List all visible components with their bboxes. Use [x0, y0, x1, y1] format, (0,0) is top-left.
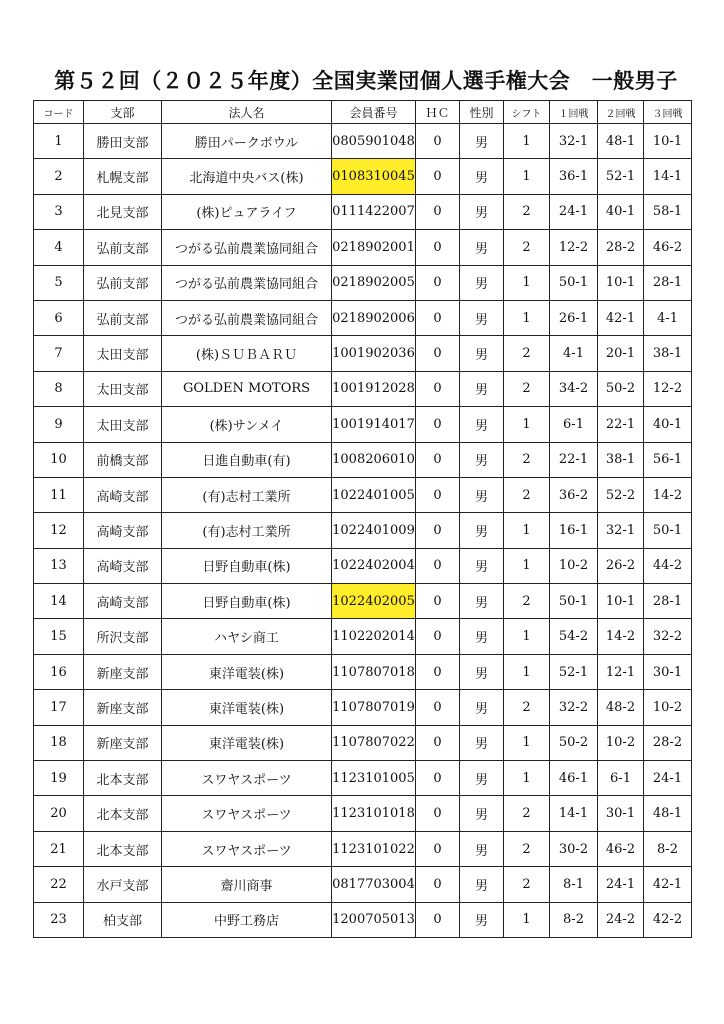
cell-round1: 24-1 — [550, 194, 598, 229]
cell-corp: スワヤスポーツ — [162, 761, 332, 796]
cell-sex: 男 — [460, 725, 504, 760]
cell-shift: 2 — [504, 477, 550, 512]
cell-corp: 齋川商事 — [162, 867, 332, 902]
cell-round2: 10-1 — [598, 584, 644, 619]
cell-member: 0817703004 — [332, 867, 416, 902]
header-round3: ３回戦 — [644, 101, 692, 124]
cell-hc: 0 — [416, 619, 460, 654]
cell-hc: 0 — [416, 725, 460, 760]
cell-code: 9 — [34, 407, 84, 442]
cell-shift: 1 — [504, 265, 550, 300]
cell-branch: 弘前支部 — [84, 300, 162, 335]
cell-shift: 1 — [504, 124, 550, 159]
cell-round3: 10-1 — [644, 124, 692, 159]
cell-code: 19 — [34, 761, 84, 796]
table-row — [34, 796, 692, 831]
header-shift: シフト — [504, 101, 550, 124]
entry-table — [33, 100, 692, 938]
cell-round2: 52-1 — [598, 159, 644, 194]
cell-round1: 50-1 — [550, 265, 598, 300]
cell-shift: 2 — [504, 796, 550, 831]
cell-code: 2 — [34, 159, 84, 194]
cell-round3: 30-1 — [644, 654, 692, 689]
table-row — [34, 265, 692, 300]
cell-round2: 38-1 — [598, 442, 644, 477]
cell-branch: 太田支部 — [84, 371, 162, 406]
cell-shift: 2 — [504, 584, 550, 619]
cell-round3: 48-1 — [644, 796, 692, 831]
cell-round1: 34-2 — [550, 371, 598, 406]
cell-sex: 男 — [460, 619, 504, 654]
cell-branch: 北本支部 — [84, 796, 162, 831]
cell-round1: 36-2 — [550, 477, 598, 512]
cell-round2: 30-1 — [598, 796, 644, 831]
cell-round2: 46-2 — [598, 831, 644, 866]
cell-shift: 1 — [504, 407, 550, 442]
cell-sex: 男 — [460, 371, 504, 406]
cell-round2: 20-1 — [598, 336, 644, 371]
cell-member: 0218902006 — [332, 300, 416, 335]
cell-corp: (株)ピュアライフ — [162, 194, 332, 229]
cell-corp: つがる弘前農業協同組合 — [162, 300, 332, 335]
cell-member: 1123101022 — [332, 831, 416, 866]
cell-sex: 男 — [460, 230, 504, 265]
header-code: コード — [34, 101, 84, 124]
table-row — [34, 194, 692, 229]
cell-shift: 1 — [504, 619, 550, 654]
cell-round3: 8-2 — [644, 831, 692, 866]
cell-round1: 50-2 — [550, 725, 598, 760]
cell-sex: 男 — [460, 654, 504, 689]
table-row — [34, 902, 692, 937]
cell-sex: 男 — [460, 477, 504, 512]
cell-shift: 2 — [504, 867, 550, 902]
cell-round1: 36-1 — [550, 159, 598, 194]
cell-round1: 14-1 — [550, 796, 598, 831]
cell-round1: 16-1 — [550, 513, 598, 548]
cell-branch: 新座支部 — [84, 725, 162, 760]
cell-round3: 38-1 — [644, 336, 692, 371]
cell-round2: 24-2 — [598, 902, 644, 937]
table-row — [34, 230, 692, 265]
cell-round1: 8-1 — [550, 867, 598, 902]
cell-branch: 太田支部 — [84, 407, 162, 442]
table-row — [34, 159, 692, 194]
cell-hc: 0 — [416, 584, 460, 619]
cell-round2: 24-1 — [598, 867, 644, 902]
cell-shift: 2 — [504, 690, 550, 725]
cell-corp: (有)志村工業所 — [162, 477, 332, 512]
cell-hc: 0 — [416, 477, 460, 512]
cell-round1: 12-2 — [550, 230, 598, 265]
cell-round1: 6-1 — [550, 407, 598, 442]
cell-corp: 勝田パークボウル — [162, 124, 332, 159]
cell-code: 20 — [34, 796, 84, 831]
cell-sex: 男 — [460, 690, 504, 725]
cell-round1: 50-1 — [550, 584, 598, 619]
cell-hc: 0 — [416, 513, 460, 548]
cell-hc: 0 — [416, 159, 460, 194]
cell-corp: スワヤスポーツ — [162, 831, 332, 866]
header-row — [34, 101, 692, 124]
cell-round3: 24-1 — [644, 761, 692, 796]
cell-round3: 4-1 — [644, 300, 692, 335]
cell-hc: 0 — [416, 867, 460, 902]
cell-member: 1022402005 — [332, 584, 416, 619]
cell-round2: 32-1 — [598, 513, 644, 548]
cell-sex: 男 — [460, 902, 504, 937]
header-member: 会員番号 — [332, 101, 416, 124]
table-row — [34, 654, 692, 689]
cell-hc: 0 — [416, 442, 460, 477]
cell-round2: 22-1 — [598, 407, 644, 442]
cell-hc: 0 — [416, 230, 460, 265]
cell-round2: 10-2 — [598, 725, 644, 760]
cell-shift: 1 — [504, 548, 550, 583]
table-row — [34, 867, 692, 902]
cell-sex: 男 — [460, 867, 504, 902]
cell-corp: (有)志村工業所 — [162, 513, 332, 548]
cell-round3: 10-2 — [644, 690, 692, 725]
cell-branch: 前橋支部 — [84, 442, 162, 477]
cell-branch: 高崎支部 — [84, 584, 162, 619]
cell-branch: 北本支部 — [84, 761, 162, 796]
cell-round3: 50-1 — [644, 513, 692, 548]
cell-member: 0111422007 — [332, 194, 416, 229]
cell-round1: 52-1 — [550, 654, 598, 689]
cell-corp: (株)サンメイ — [162, 407, 332, 442]
cell-member: 0218902005 — [332, 265, 416, 300]
cell-round3: 42-2 — [644, 902, 692, 937]
cell-member: 1107807019 — [332, 690, 416, 725]
cell-corp: 中野工務店 — [162, 902, 332, 937]
cell-round2: 52-2 — [598, 477, 644, 512]
cell-corp: GOLDEN MOTORS — [162, 371, 332, 406]
cell-corp: つがる弘前農業協同組合 — [162, 265, 332, 300]
cell-hc: 0 — [416, 548, 460, 583]
cell-round1: 22-1 — [550, 442, 598, 477]
cell-shift: 1 — [504, 761, 550, 796]
cell-round2: 14-2 — [598, 619, 644, 654]
table-row — [34, 548, 692, 583]
header-hc: ＨＣ — [416, 101, 460, 124]
cell-round3: 14-1 — [644, 159, 692, 194]
cell-shift: 2 — [504, 230, 550, 265]
cell-round1: 32-1 — [550, 124, 598, 159]
cell-branch: 弘前支部 — [84, 230, 162, 265]
header-round1: １回戦 — [550, 101, 598, 124]
cell-code: 15 — [34, 619, 84, 654]
cell-hc: 0 — [416, 371, 460, 406]
cell-round3: 44-2 — [644, 548, 692, 583]
cell-member: 0108310045 — [332, 159, 416, 194]
cell-hc: 0 — [416, 407, 460, 442]
cell-hc: 0 — [416, 300, 460, 335]
cell-corp: 日野自動車(株) — [162, 584, 332, 619]
cell-corp: ハヤシ商工 — [162, 619, 332, 654]
cell-member: 1200705013 — [332, 902, 416, 937]
cell-sex: 男 — [460, 761, 504, 796]
cell-hc: 0 — [416, 124, 460, 159]
cell-round1: 54-2 — [550, 619, 598, 654]
cell-branch: 太田支部 — [84, 336, 162, 371]
table-row — [34, 584, 692, 619]
cell-sex: 男 — [460, 796, 504, 831]
cell-hc: 0 — [416, 690, 460, 725]
cell-code: 18 — [34, 725, 84, 760]
cell-round1: 26-1 — [550, 300, 598, 335]
cell-member: 1001902036 — [332, 336, 416, 371]
cell-member: 1022402004 — [332, 548, 416, 583]
cell-sex: 男 — [460, 194, 504, 229]
cell-branch: 北見支部 — [84, 194, 162, 229]
cell-branch: 札幌支部 — [84, 159, 162, 194]
cell-round3: 28-1 — [644, 584, 692, 619]
cell-sex: 男 — [460, 584, 504, 619]
cell-branch: 弘前支部 — [84, 265, 162, 300]
cell-branch: 新座支部 — [84, 690, 162, 725]
cell-sex: 男 — [460, 407, 504, 442]
cell-corp: 北海道中央バス(株) — [162, 159, 332, 194]
cell-member: 0805901048 — [332, 124, 416, 159]
cell-round1: 30-2 — [550, 831, 598, 866]
table-row — [34, 619, 692, 654]
cell-shift: 2 — [504, 831, 550, 866]
cell-round3: 56-1 — [644, 442, 692, 477]
cell-corp: 日進自動車(有) — [162, 442, 332, 477]
cell-round2: 10-1 — [598, 265, 644, 300]
header-corp: 法人名 — [162, 101, 332, 124]
cell-sex: 男 — [460, 442, 504, 477]
cell-sex: 男 — [460, 513, 504, 548]
cell-member: 0218902001 — [332, 230, 416, 265]
cell-shift: 1 — [504, 725, 550, 760]
cell-round3: 32-2 — [644, 619, 692, 654]
cell-round3: 28-1 — [644, 265, 692, 300]
cell-code: 4 — [34, 230, 84, 265]
cell-round3: 14-2 — [644, 477, 692, 512]
cell-code: 3 — [34, 194, 84, 229]
table-row — [34, 407, 692, 442]
cell-round3: 42-1 — [644, 867, 692, 902]
cell-round1: 8-2 — [550, 902, 598, 937]
cell-member: 1001914017 — [332, 407, 416, 442]
cell-round2: 26-2 — [598, 548, 644, 583]
cell-code: 1 — [34, 124, 84, 159]
table-row — [34, 513, 692, 548]
cell-round2: 12-1 — [598, 654, 644, 689]
cell-branch: 勝田支部 — [84, 124, 162, 159]
cell-round2: 40-1 — [598, 194, 644, 229]
cell-corp: つがる弘前農業協同組合 — [162, 230, 332, 265]
cell-round3: 28-2 — [644, 725, 692, 760]
cell-code: 7 — [34, 336, 84, 371]
cell-shift: 1 — [504, 513, 550, 548]
cell-member: 1022401009 — [332, 513, 416, 548]
page-title: 第５２回（２０２５年度）全国実業団個人選手権大会 一般男子 — [54, 69, 678, 93]
cell-shift: 2 — [504, 442, 550, 477]
cell-code: 11 — [34, 477, 84, 512]
cell-code: 16 — [34, 654, 84, 689]
cell-corp: 東洋電装(株) — [162, 690, 332, 725]
cell-round2: 28-2 — [598, 230, 644, 265]
table-row — [34, 831, 692, 866]
cell-round1: 46-1 — [550, 761, 598, 796]
cell-sex: 男 — [460, 300, 504, 335]
cell-code: 12 — [34, 513, 84, 548]
cell-member: 1123101005 — [332, 761, 416, 796]
cell-shift: 1 — [504, 654, 550, 689]
cell-sex: 男 — [460, 831, 504, 866]
cell-round2: 48-2 — [598, 690, 644, 725]
cell-hc: 0 — [416, 761, 460, 796]
cell-member: 1107807018 — [332, 654, 416, 689]
cell-code: 21 — [34, 831, 84, 866]
cell-round3: 46-2 — [644, 230, 692, 265]
cell-round2: 42-1 — [598, 300, 644, 335]
cell-round2: 48-1 — [598, 124, 644, 159]
cell-hc: 0 — [416, 796, 460, 831]
cell-code: 8 — [34, 371, 84, 406]
cell-corp: 東洋電装(株) — [162, 654, 332, 689]
cell-member: 1123101018 — [332, 796, 416, 831]
cell-sex: 男 — [460, 124, 504, 159]
table-row — [34, 477, 692, 512]
cell-code: 13 — [34, 548, 84, 583]
cell-member: 1008206010 — [332, 442, 416, 477]
table-row — [34, 300, 692, 335]
cell-shift: 1 — [504, 300, 550, 335]
cell-code: 10 — [34, 442, 84, 477]
cell-hc: 0 — [416, 902, 460, 937]
cell-member: 1001912028 — [332, 371, 416, 406]
cell-corp: 東洋電装(株) — [162, 725, 332, 760]
cell-hc: 0 — [416, 831, 460, 866]
table-row — [34, 336, 692, 371]
cell-sex: 男 — [460, 265, 504, 300]
cell-branch: 高崎支部 — [84, 477, 162, 512]
cell-corp: スワヤスポーツ — [162, 796, 332, 831]
header-round2: ２回戦 — [598, 101, 644, 124]
table-row — [34, 442, 692, 477]
table-row — [34, 124, 692, 159]
cell-hc: 0 — [416, 265, 460, 300]
cell-shift: 2 — [504, 336, 550, 371]
cell-code: 5 — [34, 265, 84, 300]
cell-shift: 1 — [504, 159, 550, 194]
cell-sex: 男 — [460, 336, 504, 371]
table-row — [34, 690, 692, 725]
cell-hc: 0 — [416, 336, 460, 371]
cell-corp: (株)ＳＵＢＡＲＵ — [162, 336, 332, 371]
cell-shift: 1 — [504, 902, 550, 937]
cell-member: 1102202014 — [332, 619, 416, 654]
cell-code: 17 — [34, 690, 84, 725]
cell-branch: 柏支部 — [84, 902, 162, 937]
cell-round3: 40-1 — [644, 407, 692, 442]
cell-code: 22 — [34, 867, 84, 902]
cell-shift: 2 — [504, 194, 550, 229]
cell-branch: 高崎支部 — [84, 513, 162, 548]
cell-hc: 0 — [416, 654, 460, 689]
cell-code: 6 — [34, 300, 84, 335]
cell-sex: 男 — [460, 548, 504, 583]
cell-branch: 高崎支部 — [84, 548, 162, 583]
cell-round1: 4-1 — [550, 336, 598, 371]
cell-corp: 日野自動車(株) — [162, 548, 332, 583]
cell-round1: 32-2 — [550, 690, 598, 725]
cell-branch: 北本支部 — [84, 831, 162, 866]
cell-branch: 新座支部 — [84, 654, 162, 689]
cell-sex: 男 — [460, 159, 504, 194]
cell-round2: 50-2 — [598, 371, 644, 406]
cell-hc: 0 — [416, 194, 460, 229]
cell-member: 1022401005 — [332, 477, 416, 512]
cell-round3: 12-2 — [644, 371, 692, 406]
cell-branch: 水戸支部 — [84, 867, 162, 902]
cell-code: 14 — [34, 584, 84, 619]
cell-branch: 所沢支部 — [84, 619, 162, 654]
cell-round1: 10-2 — [550, 548, 598, 583]
header-branch: 支部 — [84, 101, 162, 124]
table-row — [34, 761, 692, 796]
cell-code: 23 — [34, 902, 84, 937]
cell-member: 1107807022 — [332, 725, 416, 760]
cell-shift: 2 — [504, 371, 550, 406]
table-row — [34, 371, 692, 406]
cell-round2: 6-1 — [598, 761, 644, 796]
header-sex: 性別 — [460, 101, 504, 124]
cell-round3: 58-1 — [644, 194, 692, 229]
table-row — [34, 725, 692, 760]
